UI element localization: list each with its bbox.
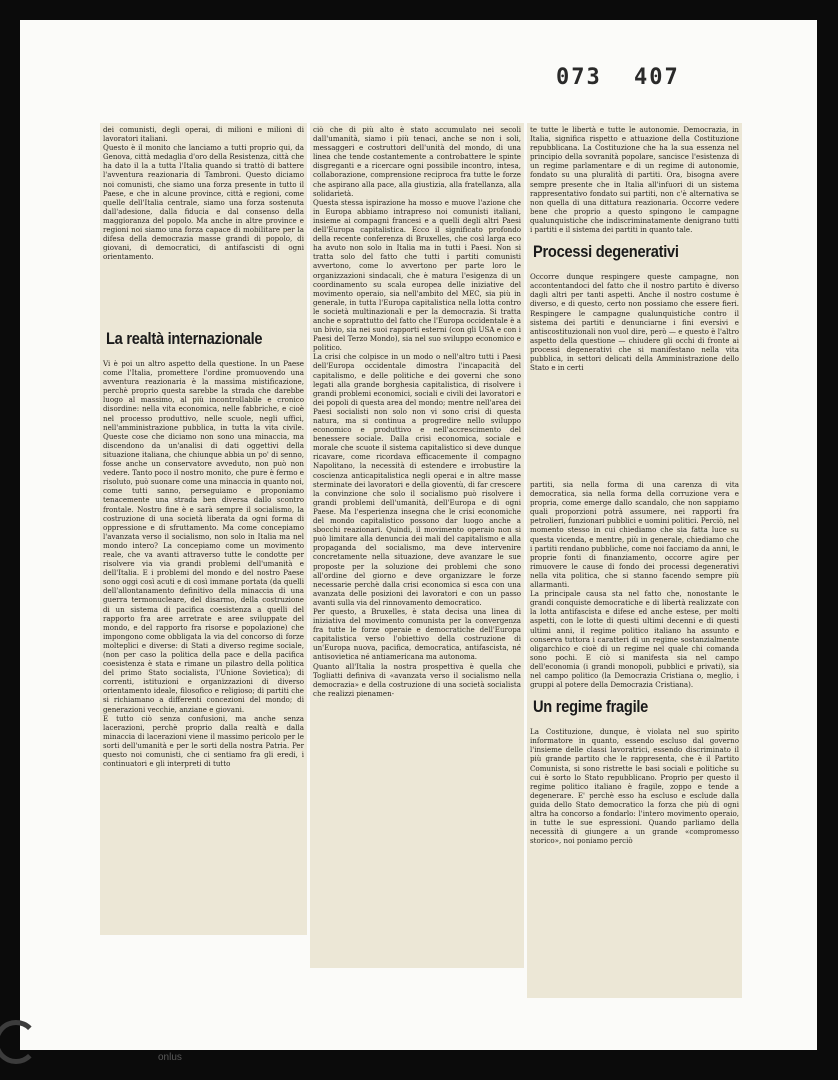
heading-realta-internazionale: La realtà internazionale (106, 329, 263, 348)
heading-processi-degenerativi: Processi degenerativi (533, 242, 679, 262)
archive-sheet (20, 20, 817, 1050)
archive-logo-icon (0, 1020, 38, 1064)
column-1-bottom (100, 323, 307, 935)
column-3-top-text: te tutte le libertà e tutte le autonomie. Democrazia, in Italia, significa rispetto e attuazione della Costituzione repubblicana. La Costituzione che ha la sua essenza nel principio della sovranità popolare, sancisce l'esistenza di un regime parlamentare e di un regime di autonomie, fondato su una pluralità di partiti. Ora, bisogna avere sempre presente che in Italia all'infuori di un sistema rappresentativo fondato sui partiti, non c'è alternativa se non quella di una dittatura reazionaria. Occorre vedere bene che proprio a questo spingono le campagne qualunquistiche che indiscriminatamente denigrano tutti i partiti e il sistema dei partiti in quanto tale. (530, 125, 739, 235)
column-3-bottom-text-a: partiti, sia nella forma di una carenza di vita democratica, sia nella forma della corruzione vera e propria, come emerge dallo scandalo, che non sappiamo quali proporzioni potrà assumere, nei rapporti fra petrolieri, funzionari pubblici e uomini politici. Perciò, nel momento stesso in cui chiediamo che sia fatta luce su questa vicenda, e mentre, più in generale, chiediamo che i partiti rendano pubbliche, come noi facciamo da anni, le proprie fonti di finanziamento, occorre agire per rimuovere le cause di fondo dei processi degenerativi nella vita politica, che si stanno facendo sempre più allarmanti. La principale causa sta nel fatto che, nonostante le grandi conquiste democratiche e di libertà realizzate con la lotta antifascista e difese ed anche estese, per molti aspetti, con le lotte di questi ultimi decenni e di questi ultimi anni, il regime politico italiano ha assunto e conserva tuttora i caratteri di un regime sostanzialmente oligarchico e cioè di un regime nel quale chi comanda sono pochi. E ciò si manifesta sia nel campo dell'economia (i grandi monopoli, pubblici e privati), sia nel campo politico (la Democrazia Cristiana o, meglio, i gruppi al potere della Democrazia Cristiana). (530, 480, 739, 690)
column-2-text: ciò che di più alto è stato accumulato nei secoli dall'umanità, siamo i più tenaci, anche se non i soli, messaggeri e costruttori dell'unità del mondo, di una linea che tende costantemente a controbattere le spinte disgreganti e a ricercare ogni possibile incontro, intesa, collaborazione, comprensione reciproca fra tutte le forze che aspirano alla pace, alla giustizia, alla fratellanza, alla solidarietà. Questa stessa ispirazione ha mosso e muove l'azione che in Europa abbiamo intrapreso noi comunisti italiani, insieme ai compagni francesi e a quelli degli altri Paesi dell'Europa capitalistica. Ecco il significato profondo della recente conferenza di Bruxelles, che così larga eco ha avuto non solo in Italia ma in tutti i Paesi. Non si tratta solo del fatto che tutti i partiti comunisti avvertono, come lo avvertono per parte loro le organizzazioni sindacali, che è matura l'esigenza di un coordinamento su scala europea delle iniziative del movimento operaio, sia nell'ambito del MEC, sia più in generale, in tutta l'Europa capitalistica nella lotta contro le società multinazionali e per la democrazia. Si tratta anche e soprattutto del fatto che l'Europa occidentale è a un bivio, sia nei suoi rapporti esterni (con gli USA e con i Paesi del Terzo Mondo), sia nel suo sviluppo economico e politico. La crisi che colpisce in un modo o nell'altro tutti i Paesi dell'Europa occidentale dimostra l'incapacità del capitalismo, e delle politiche e dei governi che sono legati alla grande borghesia capitalistica, di risolvere i grandi problemi economici, sociali e civili dei lavoratori e dei popoli di questa area del mondo; mentre nell'area dei Paesi socialisti non solo non vi sono crisi di questa natura, ma si continua a progredire nello sviluppo economico e produttivo e nell'accrescimento del benessere sociale. Dalla crisi economica, sociale e morale che scuote il sistema capitalistico si deve dunque ricavare, come ricordava efficacemente il compagno Napolitano, la necessità di estendere e irrobustire la coscienza anticapitalistica negli operai e in altre masse sterminate dei lavoratori e della gioventù, di far crescere la convinzione che solo il socialismo può risolvere i grandi problemi dell'umanità, dell'Europa e di ogni Paese. Ma l'esperienza insegna che le crisi economiche del mondo capitalistico possono dar luogo anche a sbocchi reazionari. Quindi, il movimento operaio non si può limitare alla denuncia dei mali del capitalismo e alla propaganda del socialismo, ma deve intervenire concretamente nella situazione, deve avanzare le sue proposte per la soluzione dei problemi che sono all'ordine del giorno e deve organizzare le forze necessarie perchè dalla crisi economica si esca con una avanzata delle posizioni dei lavoratori e con un passo avanti sulla via del rinnovamento democratico. Per questo, a Bruxelles, è stata decisa una linea di iniziativa del movimento comunista per la convergenza fra tutte le forze operaie e democratiche dell'Europa capitalistica verso l'obiettivo della costruzione di un'Europa nuova, pacifica, democratica, antifascista, né antisovietica né antiamericana ma autonoma. Quanto all'Italia la nostra prospettiva è quella che Togliatti definiva di «avanzata verso il socialismo nella democrazia» e della costruzione di una società socialista che realizzi pienamen- (313, 125, 521, 698)
footer-label: onlus (158, 1052, 182, 1063)
column-1-bottom-text: Vi è poi un altro aspetto della questione. In un Paese come l'Italia, promettere l'ordine promuovendo una avventura reazionaria è la massima mistificazione, perchè proprio questa sarebbe la strada che darebbe luogo al massimo, al più incontrollabile e cronico disordine: nella vita economica, nelle fabbriche, e cioè nel processo produttivo, nelle scuole, negli uffici, nell'amministrazione pubblica, in tutta la vita civile. Queste cose che diciamo non sono una minaccia, ma discendono da un'analisi di dati oggettivi della situazione italiana, che chiunque abbia un po' di senno, fosse anche un conservatore avveduto, non può non vedere. Tanto poco il nostro monito, che pure è fermo e risoluto, può suonare come una minaccia in quanto noi, come tutti sanno, perseguiamo e proponiamo tenacemente una strada ben diversa dallo scontro frontale. Nostro fine è e sarà sempre il socialismo, la costruzione di una società liberata da ogni forma di oppressione e di sfruttamento. Ma come concepiamo l'avanzata verso il socialismo, non solo in Italia ma nel mondo intero? La concepiamo come un movimento reale, che va avanti attraverso tutte le condotte per risolvere via via grandi problemi dell'umanità e dell'Italia. E i problemi del mondo e del nostro Paese sono oggi così acuti e di così immane portata (da quelli dell'allontanamento definitivo della minaccia di una guerra termonucleare, del disarmo, della costruzione di un sistema di pacifica coesistenza a quelli del rapporto fra aree arretrate e aree sviluppate del mondo, e del rapporto fra risorse e popolazione) che impongono come obbligata la via del concorso di forze molteplici e diverse: di Stati a diverso regime sociale, (non per caso la politica della pace e della pacifica coesistenza è stata e rimane un pilastro della politica del primo Stato socialista, l'Unione Sovietica); di correnti, istituzioni e organizzazioni di diverso orientamento ideale, filosofico e religioso; di partiti che si richiamano a differenti concezioni del mondo; di generazioni vecchie, anziane e giovani. E tutto ciò senza confusioni, ma anche senza lacerazioni, perchè proprio dalla realtà e dalla minaccia di lacerazioni viene il massimo pericolo per le sorti dell'umanità e per le sorti della nostra Patria. Per questo noi comunisti, che ci sentiamo fra gli eredi, i continuatori e gli interpreti di tutto (103, 359, 304, 769)
column-2 (310, 123, 524, 968)
column-3-bottom (527, 478, 742, 998)
column-3-bottom-text-b: La Costituzione, dunque, è violata nel suo spirito informatore in quanto, essendo escluso dal governo l'insieme delle classi lavoratrici, essendo discriminato il più grande partito che le rappresenta, che è il Partito Comunista, si sono ristrette le basi sociali e politiche su cui è sorto lo Stato repubblicano. Proprio per questo il regime politico italiano è fragile, zoppo e tende a degenerare. E' perchè esso ha escluso e esclude dalla guida dello Stato democratico la forza che più di ogni altra ha concorso a fondarlo: l'intero movimento operaio, in tutte le sue espressioni. Quando parliamo della necessità di giungere a un grande «compromesso storico», noi poniamo perciò (530, 727, 739, 846)
archive-stamp-right: 407 (634, 65, 680, 90)
column-3-top (527, 123, 742, 478)
heading-un-regime-fragile: Un regime fragile (533, 697, 649, 717)
archive-stamp-left: 073 (556, 65, 602, 90)
column-1-top (100, 123, 307, 323)
column-3-mid-text: Occorre dunque respingere queste campagne, non accontentandoci del fatto che il nostro partito è diverso dagli altri per tanti aspetti. Anche il nostro costume è diverso, e di questo, certo non possiamo che essere fieri. Respingere le campagne qualunquistiche contro il sistema dei partiti e denunciarne i fini eversivi e antiscostituzionali non vuol dire, però — e questo è l'altro aspetto della questione — chiudere gli occhi di fronte ai processi degenerativi che si manifestano nella vita pubblica, in settori delicati della Amministrazione dello Stato e in certi (530, 272, 739, 373)
column-1-top-text: dei comunisti, degli operai, di milioni e milioni di lavoratori italiani. Questo è il monito che lanciamo a tutti proprio qui, da Genova, città medaglia d'oro della Resistenza, città che ha dato il la a tutta l'Italia quando si trattò di battere l'avventura reazionaria di Tambroni. Questo diciamo noi comunisti, che siamo una forza presente in tutto il Paese, e che in alcune province, città e regioni, come quelle dell'Italia centrale, siamo una forza sostenuta dall'adesione, dalla fiducia e dal consenso della maggioranza del popolo. Ma anche in altre province e regioni noi siamo una forza capace di mobilitare per la difesa della democrazia masse grandi di popolo, di giovani, di democratici, di antifascisti di ogni orientamento. (103, 125, 304, 262)
